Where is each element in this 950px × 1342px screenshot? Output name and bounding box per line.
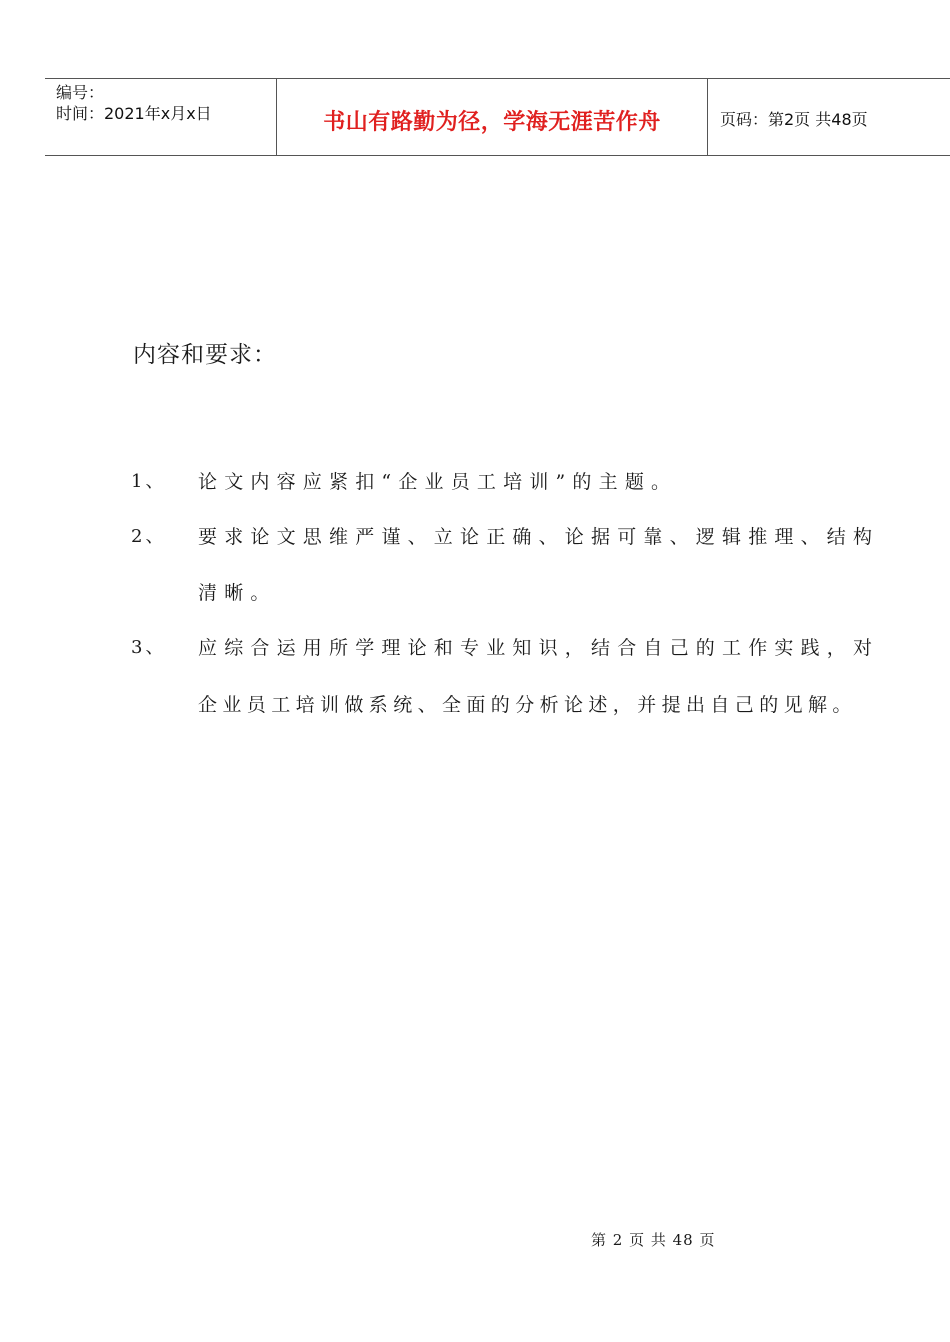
section-heading: 内容和要求：	[133, 342, 277, 368]
page-header	[45, 78, 950, 156]
list-item-text: 企业员工培训做系统、全面的分析论述，并提出自己的见解。	[198, 694, 857, 716]
list-item-text: 应综合运用所学理论和专业知识，结合自己的工作实践，对	[198, 637, 880, 659]
header-page-info: 页码：第2页 共48页	[720, 109, 868, 129]
list-item-text: 清晰。	[198, 582, 277, 604]
list-item-number: 2、	[131, 526, 167, 547]
document-time-label: 时间：2021年x月x日	[56, 104, 212, 123]
page-footer: 第 2 页 共 48 页	[591, 1231, 716, 1249]
header-meta	[45, 79, 277, 155]
document-number-label: 编号：	[56, 83, 105, 102]
header-motto: 书山有路勤为径，学海无涯苦作舟	[277, 79, 708, 155]
list-item-number: 3、	[131, 637, 167, 658]
list-item-text: 论文内容应紧扣“企业员工培训”的主题。	[198, 471, 678, 493]
list-item-text: 要求论文思维严谨、立论正确、论据可靠、逻辑推理、结构	[198, 526, 880, 548]
list-item-number: 1、	[131, 471, 167, 492]
